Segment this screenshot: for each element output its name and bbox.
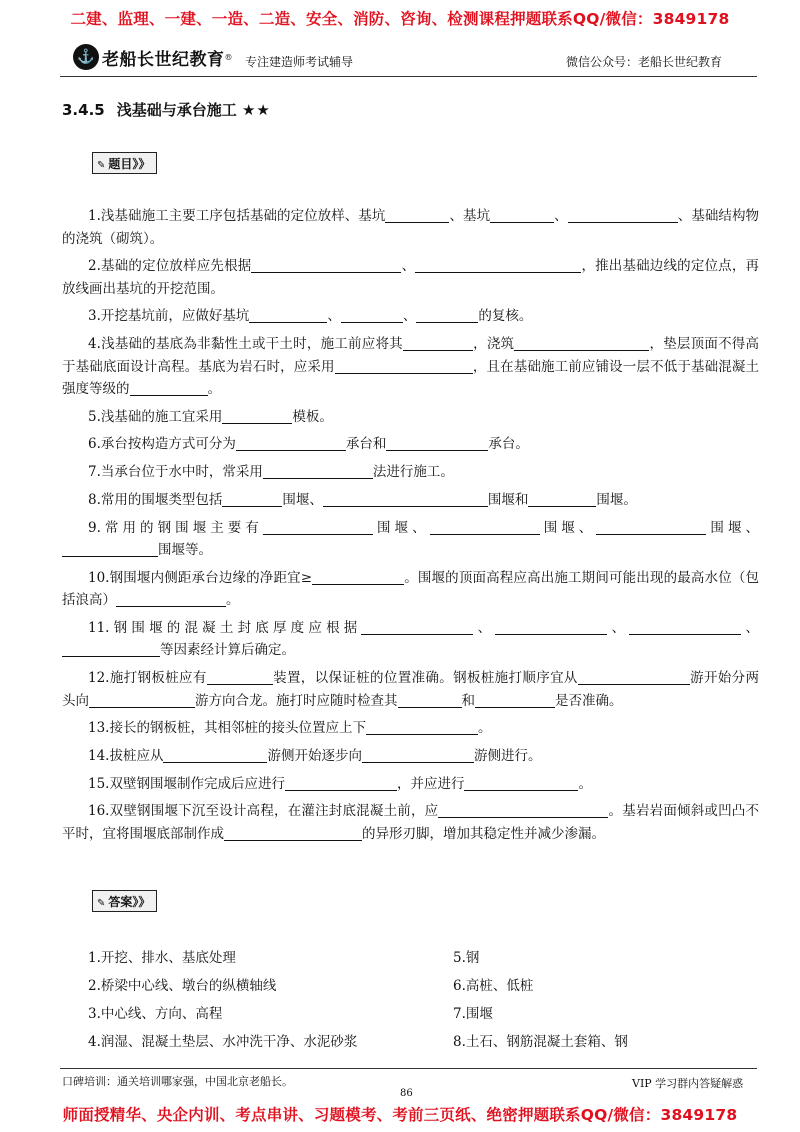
- fill-blank: [89, 692, 195, 708]
- fill-blank: [398, 692, 462, 708]
- footer-vip: VIP 学习群内答疑解惑: [632, 1077, 744, 1090]
- question-text: 。: [226, 592, 240, 609]
- question-text: 、: [554, 208, 568, 224]
- question-text: 游侧进行。: [473, 747, 542, 764]
- question-text: 13.接长的钢板桩，其相邻桩的接头位置应上下: [88, 720, 366, 737]
- fill-blank: [415, 257, 581, 273]
- question-text: 承台和: [345, 436, 387, 453]
- question-text: 。基岩岩面倾斜或凹凸不平时，宜将围堰底部制作成: [62, 803, 760, 842]
- question-text: 是否准确。: [555, 692, 623, 709]
- question-item: [62, 567, 759, 612]
- question-item: [62, 461, 759, 484]
- section-heading: 浅基础与承台施工: [116, 101, 237, 119]
- fill-blank: [366, 719, 478, 735]
- question-text: ，垫层顶面不得高于基础底面设计高程。基底为岩石时，应采用: [62, 336, 760, 375]
- question-item: [62, 745, 759, 768]
- question-item: [62, 773, 759, 796]
- fill-blank: [386, 435, 488, 451]
- fill-blank: [438, 802, 608, 818]
- question-text: 、: [327, 308, 341, 325]
- question-text: 、: [402, 308, 417, 325]
- fill-blank: [116, 591, 226, 607]
- section-title: [62, 99, 271, 120]
- question-text: 游开始分两头向: [62, 670, 760, 709]
- question-text: 。: [477, 720, 492, 737]
- question-text: 和: [461, 692, 475, 709]
- question-text: 7.当承台位于水中时，常采用: [88, 464, 263, 481]
- question-text: ，推出基础边线的定位点，再放线画出基坑的开挖范围。: [62, 258, 760, 297]
- question-text: 法进行施工。: [372, 464, 454, 481]
- question-item: [62, 489, 759, 512]
- answer-item: 6.高桩、低桩: [453, 978, 534, 994]
- fill-blank: [62, 541, 158, 557]
- question-text: 。围堰的顶面高程应高出施工期间可能出现的最高水位（包括浪高）: [62, 569, 760, 609]
- fill-blank: [163, 747, 267, 763]
- fill-blank: [222, 408, 292, 424]
- question-text: 9.常用的钢围堰主要有: [88, 519, 263, 536]
- question-text: 游方向合龙。施打时应随时检查其: [195, 692, 398, 709]
- pencil-icon: ✎: [97, 160, 106, 171]
- fill-blank: [249, 307, 327, 323]
- question-text: 14.拔桩应从: [88, 747, 164, 764]
- fill-blank: [568, 207, 678, 223]
- question-text: 11.钢围堰的混凝土封底厚度应根据: [88, 619, 362, 636]
- question-item: [62, 667, 759, 712]
- question-text: 承台。: [488, 436, 529, 453]
- question-item: [62, 305, 759, 328]
- question-text: 16.双壁钢围堰下沉至设计高程，在灌注封底混凝土前，应: [88, 803, 439, 820]
- question-text: 5.浅基础的施工宜采用: [88, 408, 223, 425]
- question-item: [62, 717, 759, 740]
- fill-blank: [207, 669, 273, 685]
- answer-item: 4.润湿、混凝土垫层、水冲洗干净、水泥砂浆: [88, 1034, 358, 1050]
- question-text: 15.双壁钢围堰制作完成后应进行: [88, 775, 285, 792]
- question-text: 、: [401, 258, 416, 275]
- question-text: 、: [473, 619, 496, 636]
- fill-blank: [341, 307, 403, 323]
- question-item: [62, 617, 759, 662]
- fill-blank: [222, 491, 282, 507]
- answer-item: 2.桥梁中心线、墩台的纵横轴线: [88, 978, 277, 994]
- question-text: 的异形刃脚，增加其稳定性并减少渗漏。: [362, 825, 605, 842]
- fill-blank: [464, 775, 578, 791]
- question-text: 。: [578, 775, 592, 792]
- fill-blank: [416, 307, 478, 323]
- question-text: ，且在基础施工前应铺设一层不低于基础混凝土强度等级的: [62, 358, 760, 398]
- answer-item: 7.围堰: [453, 1006, 493, 1022]
- question-text: 的复核。: [478, 308, 533, 325]
- fill-blank: [236, 435, 346, 451]
- fill-blank: [629, 619, 741, 635]
- question-item: [62, 433, 759, 456]
- question-text: 围堰等。: [158, 542, 212, 558]
- question-text: 围堰。: [596, 491, 637, 508]
- fill-blank: [385, 207, 449, 223]
- question-item: [62, 517, 759, 562]
- fill-blank: [263, 463, 373, 479]
- importance-stars: ★★: [241, 101, 271, 119]
- fill-blank: [490, 207, 554, 223]
- fill-blank: [430, 519, 540, 535]
- question-text: 、基坑: [449, 208, 491, 224]
- pencil-icon: ✎: [97, 898, 106, 909]
- question-text: 围堰、: [282, 491, 323, 508]
- promo-banner-bottom: 师面授精华、央企内训、考点串讲、习题模考、考前三页纸、绝密押题联系QQ/微信：3849178: [62, 1106, 738, 1124]
- question-text: 3.开挖基坑前，应做好基坑: [88, 308, 250, 325]
- answer-item: 8.土石、钢筋混凝土套箱、钢: [453, 1034, 628, 1050]
- question-text: 围堰、: [372, 519, 430, 536]
- question-text: 、基础结构物的浇筑（砌筑）。: [62, 208, 760, 247]
- question-text: 游侧开始逐步向: [267, 747, 362, 764]
- footer-slogan: 口碑培训：通关培训哪家强，中国北京老船长。: [62, 1075, 293, 1088]
- fill-blank: [362, 747, 474, 763]
- questions-label: ✎ 题目》》: [92, 152, 157, 174]
- question-item: [62, 205, 759, 250]
- fill-blank: [312, 569, 404, 585]
- answer-item: 5.钢: [453, 950, 480, 966]
- question-text: 装置，以保证桩的位置准确。钢板桩施打顺序宜从: [272, 670, 578, 687]
- answers-right-column: [453, 947, 628, 1059]
- logo-text: 老船长世纪教育: [102, 49, 225, 70]
- question-text: 围堰、: [706, 519, 760, 536]
- question-item: [62, 800, 759, 845]
- fill-blank: [475, 692, 555, 708]
- header-tagline: 专注建造师考试辅导: [245, 55, 354, 69]
- question-item: [62, 333, 759, 401]
- question-item: [62, 406, 759, 429]
- fill-blank: [263, 519, 373, 535]
- question-text: ，浇筑: [472, 336, 515, 353]
- anchor-logo-icon: ⚓: [73, 44, 99, 70]
- answers-left-column: [88, 947, 357, 1059]
- answer-item: 3.中心线、方向、高程: [88, 1006, 223, 1022]
- page-number: 86: [400, 1088, 413, 1099]
- header-divider: [60, 76, 757, 77]
- fill-blank: [403, 335, 473, 351]
- header-wechat: 微信公众号：老船长世纪教育: [566, 55, 723, 69]
- fill-blank: [130, 380, 208, 396]
- question-text: 4.浅基础的基底為非黏性土或干土时，施工前应将其: [88, 336, 403, 353]
- question-text: 6.承台按构造方式可分为: [88, 436, 236, 453]
- fill-blank: [495, 619, 607, 635]
- fill-blank: [528, 491, 596, 507]
- fill-blank: [224, 825, 362, 841]
- question-text: 围堰、: [539, 519, 597, 536]
- fill-blank: [578, 669, 690, 685]
- logo: [73, 44, 233, 70]
- question-text: ，并应进行: [396, 775, 465, 792]
- fill-blank: [285, 775, 397, 791]
- question-text: 等因素经计算后确定。: [160, 642, 295, 659]
- answer-item: 1.开挖、排水、基底处理: [88, 950, 236, 966]
- promo-banner-top: 二建、监理、一建、一造、二造、安全、消防、咨询、检测课程押题联系QQ/微信：3849178: [70, 10, 730, 28]
- fill-blank: [596, 519, 706, 535]
- question-text: 12.施打钢板桩应有: [88, 670, 207, 687]
- question-text: 8.常用的围堰类型包括: [88, 491, 223, 508]
- question-text: 。: [207, 381, 221, 398]
- question-list: [62, 205, 759, 851]
- question-text: 1.浅基础施工主要工序包括基础的定位放样、基坑: [88, 208, 386, 224]
- question-text: 2.基础的定位放样应先根据: [88, 258, 252, 275]
- question-text: 围堰和: [487, 491, 529, 508]
- fill-blank: [62, 641, 160, 657]
- fill-blank: [323, 491, 488, 507]
- question-text: 模板。: [292, 408, 333, 425]
- question-text: 、: [741, 619, 759, 636]
- question-text: 、: [607, 619, 630, 636]
- answers-label: ✎ 答案》》: [92, 890, 157, 912]
- fill-blank: [361, 619, 473, 635]
- question-item: [62, 255, 759, 300]
- question-text: 10.钢围堰内侧距承台边缘的净距宜≥: [88, 569, 313, 586]
- fill-blank: [251, 257, 401, 273]
- fill-blank: [514, 335, 649, 351]
- section-number: 3.4.5: [62, 101, 105, 119]
- registered-mark: ®: [224, 52, 233, 62]
- footer-divider: [60, 1068, 757, 1069]
- fill-blank: [335, 358, 473, 374]
